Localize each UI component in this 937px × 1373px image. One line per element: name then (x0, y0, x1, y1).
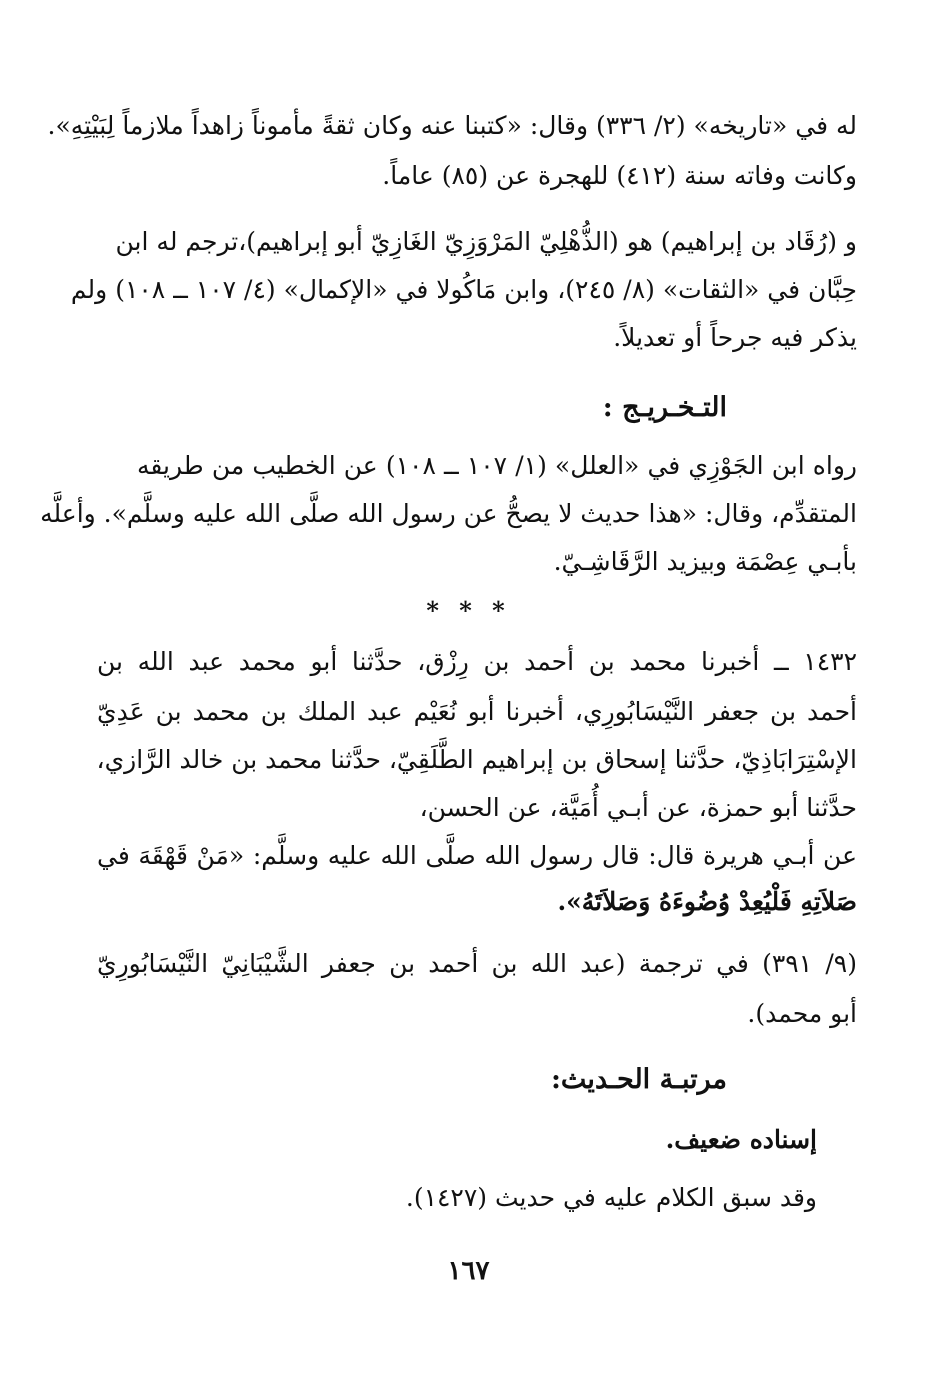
section-separator: * * * (426, 596, 511, 625)
paragraph-3-line-3: بأبـي عِصْمَة وبيزيد الرَّقَاشِـيّ. (553, 547, 857, 576)
hadith-line-5: عن أبـي هريرة قال: قال رسول الله صلَّى الله عليه وسلَّم: «مَنْ قَهْقَهَ في (97, 841, 857, 870)
paragraph-4-line-1: (٩/ ٣٩١) في ترجمة (عبد الله بن أحمد بن جعفر الشَّيْبَانِيّ النَّيْسَابُورِيّ (97, 949, 857, 978)
paragraph-1-line-1: له في «تاريخه» (٢/ ٣٣٦) وقال: «كتبنا عنه وكان ثقةً مأموناً زاهداً ملازماً لِبَيْتِهِ». (47, 111, 857, 140)
hadith-line-6: صَلاَتِهِ فَلْيُعِدْ وُضُوءَهُ وَصَلاَتَهُ». (557, 887, 857, 916)
paragraph-2-line-2: حِبَّان في «الثقات» (٨/ ٢٤٥)، وابن مَاكُولا في «الإكمال» (٤/ ١٠٧ ــ ١٠٨) ولم (70, 275, 857, 304)
rank-heading: مرتبـة الحـديث: (550, 1064, 727, 1095)
paragraph-2-line-3: يذكر فيه جرحاً أو تعديلاً. (613, 323, 857, 352)
hadith-line-3: الإسْتِرَابَاذِيّ، حدَّثنا إسحاق بن إبراهيم الطَّلَقِيّ، حدَّثنا محمد بن خالد الرَّازي، (96, 745, 857, 774)
paragraph-4-line-2: أبو محمد). (747, 999, 857, 1028)
paragraph-1-line-2: وكانت وفاته سنة (٤١٢) للهجرة عن (٨٥) عاماً. (382, 161, 857, 190)
hadith-line-2: أحمد بن جعفر النَّيْسَابُورِي، أخبرنا أبو نُعَيْم عبد الملك بن محمد بن عَدِيّ (97, 697, 857, 726)
hadith-line-4: حدَّثنا أبو حمزة، عن أبـي أُمَيَّة، عن الحسن، (419, 793, 857, 822)
paragraph-3-line-1: رواه ابن الجَوْزِي في «العلل» (١/ ١٠٧ ــ ١٠٨) عن الخطيب من طريقه (137, 451, 857, 480)
hadith-line-1: ١٤٣٢ ــ أخبرنا محمد بن أحمد بن رِزْق، حدَّثنا أبو محمد عبد الله بن (97, 647, 857, 676)
paragraph-2-line-1: و (رُقَاد بن إبراهيم) هو (الذُّهْلِيّ المَرْوَزِيّ الغَازِيّ أبو إبراهيم)،ترجم له ابن (115, 227, 857, 256)
page-number: ١٦٧ (447, 1256, 490, 1286)
paragraph-6-line-1: وقد سبق الكلام عليه في حديث (١٤٢٧). (405, 1183, 817, 1212)
paragraph-3-line-2: المتقدِّم، وقال: «هذا حديث لا يصحُّ عن رسول الله صلَّى الله عليه وسلَّم». وأعلَّه (40, 499, 857, 528)
paragraph-5-line-1: إسناده ضعيف. (665, 1125, 817, 1154)
takhrij-heading: التـخـريـج : (602, 392, 727, 423)
